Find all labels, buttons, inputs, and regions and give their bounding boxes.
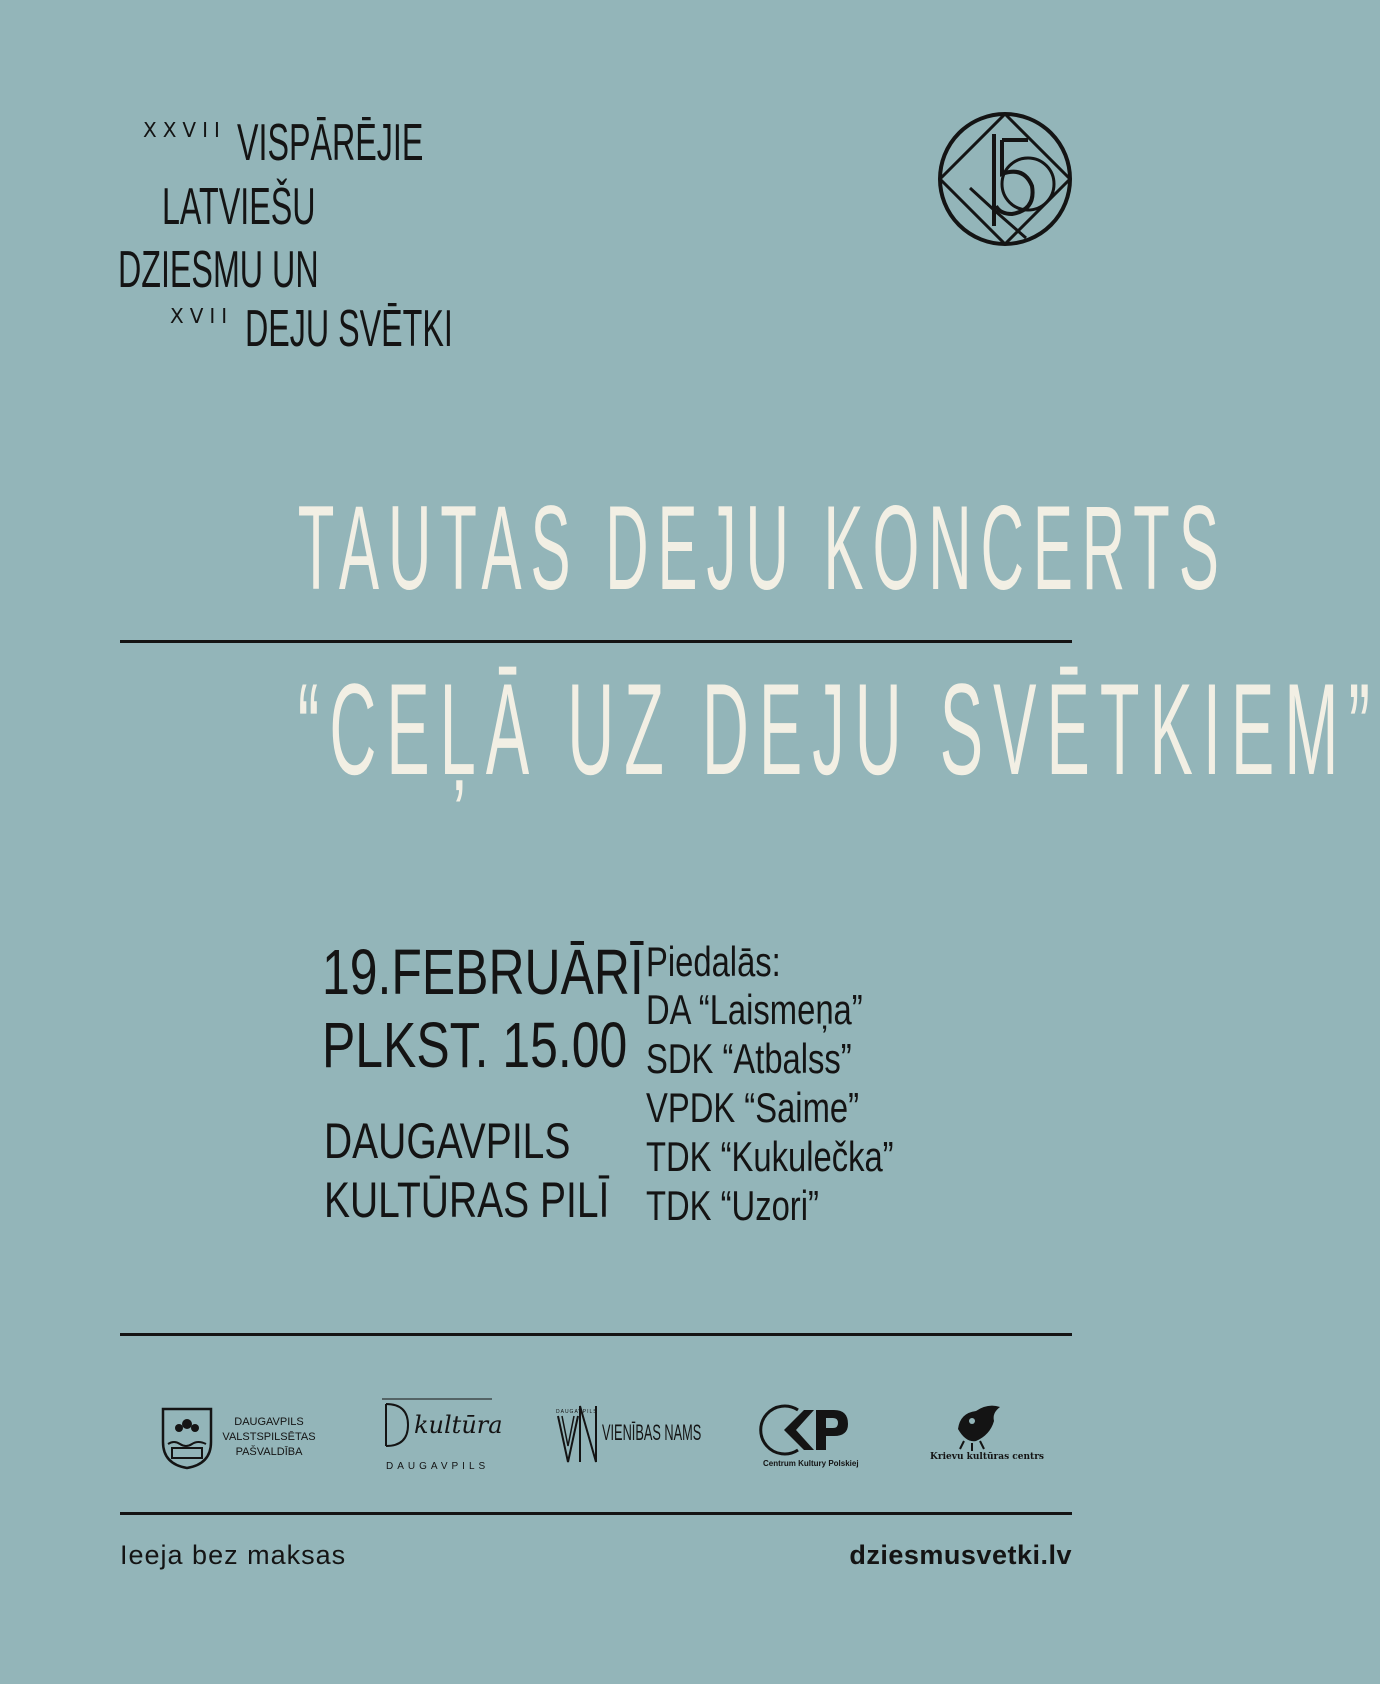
partner-daugavpils-line-2: VALSTSPILSĒTAS <box>222 1431 316 1443</box>
150-anniversary-emblem-icon <box>936 110 1074 248</box>
partner-daugavpils-line-3: PAŠVALDĪBA <box>235 1446 303 1458</box>
partner-daugavpils-line-1: DAUGAVPILS <box>234 1416 304 1428</box>
logos-bottom-divider <box>120 1512 1072 1515</box>
participants-heading: Piedalās: <box>646 938 781 985</box>
event-date: 19.FEBRUĀRĪ <box>322 936 644 1008</box>
partner-kultura-name: kultūra <box>414 1411 503 1439</box>
title-divider <box>120 640 1072 643</box>
partner-kultura-city: DAUGAVPILS <box>386 1461 490 1472</box>
festival-line-1: VISPĀRĒJIE <box>237 114 424 172</box>
coat-of-arms-icon <box>160 1406 214 1470</box>
concert-subtitle: “CEĻĀ UZ DEJU SVĒTKIEM” <box>297 656 1380 802</box>
partner-vn-name: VIENĪBAS NAMS <box>602 1420 702 1445</box>
participant-item: TDK “Uzori” <box>646 1182 819 1229</box>
website-link[interactable]: dziesmusvetki.lv <box>849 1540 1072 1570</box>
partner-ckp-name: Centrum Kultury Polskiej <box>763 1459 859 1468</box>
partner-daugavpils-text <box>219 1415 319 1460</box>
roman-numeral-27: XXVII <box>143 118 226 142</box>
roman-numeral-17: XVII <box>170 304 234 328</box>
ckp-logo-icon <box>764 1402 854 1458</box>
festival-line-2: LATVIEŠU <box>162 178 316 236</box>
free-entry-note: Ieeja bez maksas <box>120 1540 347 1570</box>
event-time: PLKST. 15.00 <box>322 1009 628 1081</box>
concert-title: TAUTAS DEJU KONCERTS <box>297 481 1228 615</box>
participant-item: SDK “Atbalss” <box>646 1035 852 1082</box>
participant-item: TDK “Kukulečka” <box>646 1133 894 1180</box>
partner-vn-small: DAUGAVPILS <box>556 1409 598 1415</box>
festival-line-3: DZIESMU UN <box>118 241 319 299</box>
venue-line-2: KULTŪRAS PILĪ <box>324 1172 610 1228</box>
logos-top-divider <box>120 1333 1072 1336</box>
participant-item: VPDK “Saime” <box>646 1084 859 1131</box>
festival-line-4: DEJU SVĒTKI <box>245 300 453 358</box>
bird-emblem-icon <box>950 1399 1006 1451</box>
venue-line-1: DAUGAVPILS <box>324 1113 571 1169</box>
participant-item: DA “Laismeņa” <box>646 986 863 1033</box>
partner-krievu-name: Krievu kultūras centrs <box>930 1452 1045 1462</box>
